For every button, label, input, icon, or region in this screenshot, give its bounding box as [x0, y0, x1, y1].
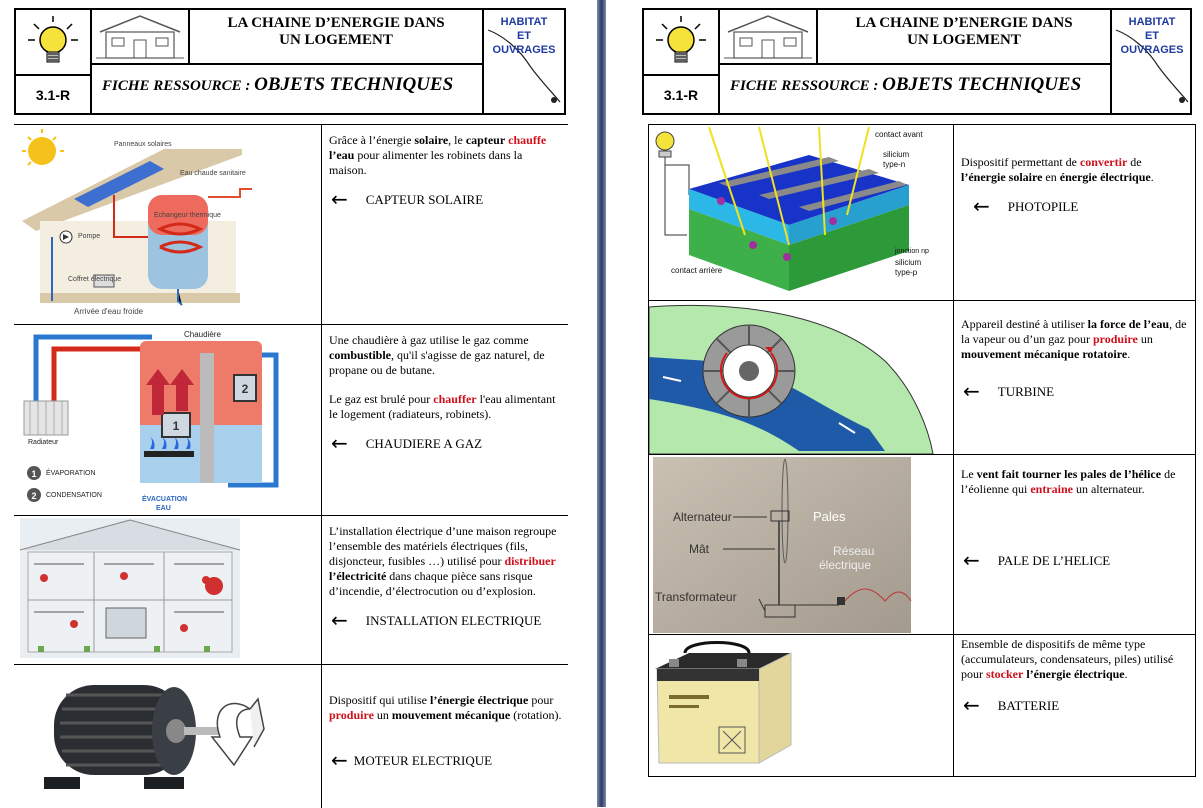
- svg-text:HABITAT: HABITAT: [1128, 16, 1176, 28]
- table-row: [649, 635, 1195, 776]
- svg-text:Chaudière: Chaudière: [184, 330, 221, 339]
- svg-text:Eau chaude sanitaire: Eau chaude sanitaire: [180, 170, 246, 177]
- svg-text:1: 1: [31, 469, 37, 479]
- table-row: [14, 516, 568, 665]
- turbine-image: [649, 301, 954, 454]
- sheet-code: 3.1-R: [16, 76, 92, 113]
- wind-turbine-description: Le vent fait tourner les pales de l’hélice de l’éolienne qui entraine un alternateur. ← PALE DE L’HELICE: [954, 455, 1195, 568]
- svg-text:CONDENSATION: CONDENSATION: [46, 492, 102, 499]
- svg-text:Coffret électrique: Coffret électrique: [68, 276, 122, 283]
- turbine-description: Appareil destiné à utiliser la force de l’eau, de la vapeur ou d’un gaz pour produire un mouvement mécanique rotatoire. ← TURBINE: [954, 301, 1195, 399]
- table-row: [649, 301, 1195, 455]
- svg-text:Réseau: Réseau: [833, 544, 875, 558]
- svg-text:HABITAT: HABITAT: [500, 16, 548, 28]
- svg-text:Mât: Mât: [689, 542, 710, 556]
- right-table: [648, 124, 1196, 777]
- svg-text:électrique: électrique: [819, 558, 872, 572]
- label-batterie: ← BATTERIE: [963, 693, 1060, 717]
- left-arrow-icon: ←: [331, 187, 348, 211]
- electric-motor-image: [14, 665, 322, 808]
- right-page: [606, 0, 1203, 807]
- electric-motor-description: Dispositif qui utilise l’énergie électrique pour produire un mouvement mécanique (rotation). ← MOTEUR ELECTRIQUE: [329, 693, 562, 772]
- left-arrow-icon: ←: [973, 194, 990, 218]
- page-title: LA CHAINE D’ENERGIE DANS UN LOGEMENT: [190, 10, 482, 65]
- page-title: LA CHAINE D’ENERGIE DANS UN LOGEMENT: [818, 10, 1110, 65]
- wind-turbine-image: [649, 455, 954, 634]
- svg-text:jonction np: jonction np: [895, 248, 929, 255]
- table-row: [14, 665, 568, 808]
- left-arrow-icon: ←: [331, 748, 348, 772]
- label-pale-de-l-helice: ← PALE DE L’HELICE: [963, 548, 1111, 572]
- label-installation-electrique: ← INSTALLATION ELECTRIQUE: [331, 608, 542, 632]
- svg-text:Radiateur: Radiateur: [28, 439, 59, 446]
- label-moteur-electrique: ← MOTEUR ELECTRIQUE: [331, 748, 493, 772]
- electrical-installation-description: L’installation électrique d’une maison regroupe l’ensemble des matériels électriques (fils, disjoncteur, fusibles …) utilisé pour distribuer l’électricité dans chaque pièce sans risque d’incendie, d’électrocution ou d’explosion. ← INSTALLATION ELECTRIQUE: [322, 516, 568, 628]
- solar-collector-description: Grâce à l’énergie solaire, le capteur chauffe l’eau pour alimenter les robinets dans la maison. ← CAPTEUR SOLAIRE: [322, 125, 568, 207]
- svg-text:contact avant: contact avant: [875, 130, 923, 139]
- page-subtitle: FICHE RESSOURCE : OBJETS TECHNIQUES: [102, 74, 454, 95]
- habitat-ouvrages-logo: [1110, 10, 1190, 113]
- left-header: [14, 8, 566, 115]
- left-arrow-icon: ←: [963, 693, 980, 717]
- photovoltaic-description: Dispositif permettant de convertir de l’énergie solaire en énergie électrique. ← PHOTOPILE: [954, 125, 1195, 214]
- solar-collector-image: [14, 125, 322, 324]
- gas-boiler-description: Une chaudière à gaz utilise le gaz comme combustible, qu'il s'agisse de gaz naturel, de propane ou de butane. Le gaz est brulé pour chauffer l'eau alimentant le logement (radiateurs, robinets). ← CHAUDIERE A GAZ: [322, 325, 568, 451]
- svg-text:1: 1: [172, 419, 180, 433]
- battery-description: Ensemble de dispositifs de même type (accumulateurs, condensateurs, piles) utilisé pour stocker l’énergie électrique. ← BATTERIE: [954, 635, 1195, 713]
- label-photopile: ← PHOTOPILE: [973, 194, 1079, 218]
- table-row: [14, 325, 568, 516]
- svg-text:ÉVAPORATION: ÉVAPORATION: [46, 470, 96, 477]
- left-table: [14, 124, 568, 808]
- label-chaudiere-a-gaz: ← CHAUDIERE A GAZ: [331, 431, 483, 455]
- battery-image: [649, 635, 954, 776]
- svg-text:ET: ET: [1144, 30, 1160, 42]
- svg-text:silicium: silicium: [895, 258, 922, 267]
- page-divider: [597, 0, 606, 807]
- svg-text:Arrivée d'eau froide: Arrivée d'eau froide: [74, 307, 144, 316]
- svg-text:Alternateur: Alternateur: [673, 510, 732, 524]
- left-arrow-icon: ←: [963, 379, 980, 403]
- svg-text:ÉVACUATION: ÉVACUATION: [142, 496, 188, 503]
- table-row: [649, 455, 1195, 635]
- svg-text:Echangeur thermique: Echangeur thermique: [154, 212, 221, 219]
- svg-text:Transformateur: Transformateur: [655, 590, 737, 604]
- svg-text:2: 2: [31, 491, 37, 501]
- svg-text:OUVRAGES: OUVRAGES: [492, 44, 556, 56]
- svg-text:ET: ET: [516, 30, 532, 42]
- svg-text:Panneaux solaires: Panneaux solaires: [114, 141, 172, 148]
- lightbulb-icon: [16, 10, 92, 76]
- table-row: [649, 125, 1195, 301]
- svg-text:Pales: Pales: [813, 509, 846, 524]
- left-arrow-icon: ←: [331, 608, 348, 632]
- left-arrow-icon: ←: [963, 548, 980, 572]
- table-row: [14, 125, 568, 325]
- left-page: [0, 0, 597, 807]
- page-subtitle: FICHE RESSOURCE : OBJETS TECHNIQUES: [730, 74, 1082, 95]
- label-turbine: ← TURBINE: [963, 379, 1055, 403]
- photovoltaic-cell-image: [649, 125, 954, 300]
- svg-text:OUVRAGES: OUVRAGES: [1120, 44, 1184, 56]
- lightbulb-icon: [644, 10, 720, 76]
- sheet-code: 3.1-R: [644, 76, 720, 113]
- svg-text:type-n: type-n: [883, 160, 906, 169]
- label-capteur-solaire: ← CAPTEUR SOLAIRE: [331, 187, 484, 211]
- svg-text:Pompe: Pompe: [78, 233, 101, 240]
- electrical-installation-image: [14, 516, 322, 664]
- svg-text:EAU: EAU: [156, 505, 171, 512]
- svg-text:2: 2: [241, 382, 249, 396]
- svg-text:silicium: silicium: [883, 150, 910, 159]
- habitat-ouvrages-logo: [482, 10, 562, 113]
- left-arrow-icon: ←: [331, 431, 348, 455]
- right-header: [642, 8, 1192, 115]
- svg-text:contact arrière: contact arrière: [671, 266, 723, 275]
- svg-text:type-p: type-p: [895, 268, 918, 277]
- house-icon: [92, 10, 190, 65]
- house-icon: [720, 10, 818, 65]
- gas-boiler-image: [14, 325, 322, 515]
